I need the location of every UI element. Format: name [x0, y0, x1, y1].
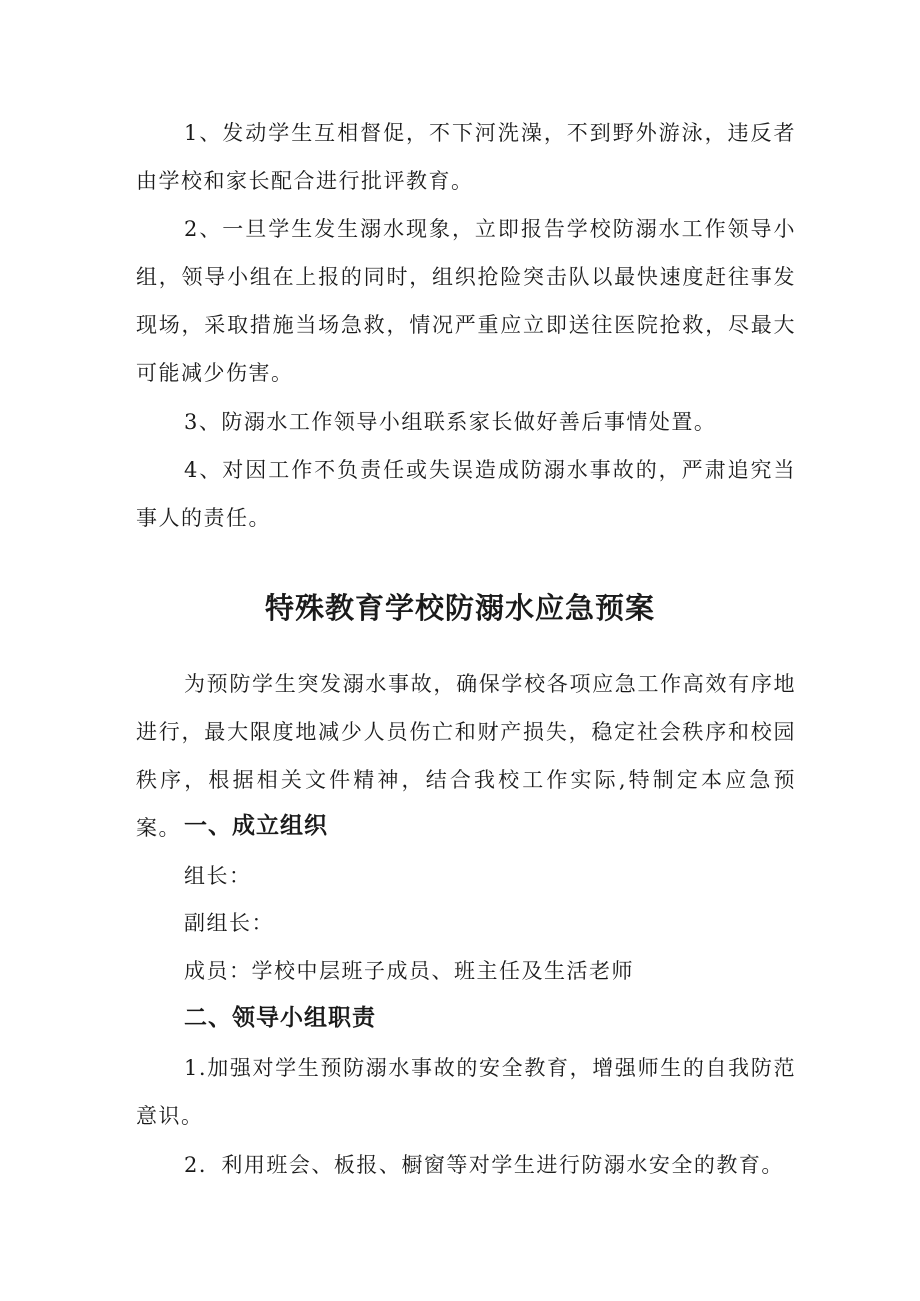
deputy-leader-line: 副组长：	[184, 911, 274, 935]
duty-item-1: 1.加强对学生预防溺水事故的安全教育，增强师生的自我防范意识。	[136, 1056, 796, 1128]
measure-item-4: 4、对因工作不负责任或失误造成防溺水事故的，严肃追究当事人的责任。	[136, 458, 796, 530]
page-title: 特殊教育学校防溺水应急预案	[264, 591, 655, 625]
members-line: 成员：学校中层班子成员、班主任及生活老师	[184, 959, 634, 983]
measure-item-1: 1、发动学生互相督促，不下河洗澡，不到野外游泳，违反者由学校和家长配合进行批评教育。	[136, 121, 796, 193]
section-heading-organization: 一、成立组织	[184, 813, 328, 839]
section-heading-duties: 二、领导小组职责	[184, 1005, 376, 1031]
measure-item-2: 2、一旦学生发生溺水现象，立即报告学校防溺水工作领导小组，领导小组在上报的同时，组织抢险突击队以最快速度赶往事发现场，采取措施当场急救，情况严重应立即送往医院抢救，尽最大可能减少伤害。	[136, 217, 796, 385]
leader-line: 组长：	[184, 864, 252, 888]
intro-paragraph: 为预防学生突发溺水事故，确保学校各项应急工作高效有序地进行，最大限度地减少人员伤亡和财产损失，稳定社会秩序和校园秩序，根据相关文件精神，结合我校工作实际,特制定本应急预案。	[136, 672, 796, 840]
duty-item-2: 2．利用班会、板报、橱窗等对学生进行防溺水安全的教育。	[184, 1153, 784, 1177]
measure-item-3: 3、防溺水工作领导小组联系家长做好善后事情处置。	[184, 410, 717, 434]
